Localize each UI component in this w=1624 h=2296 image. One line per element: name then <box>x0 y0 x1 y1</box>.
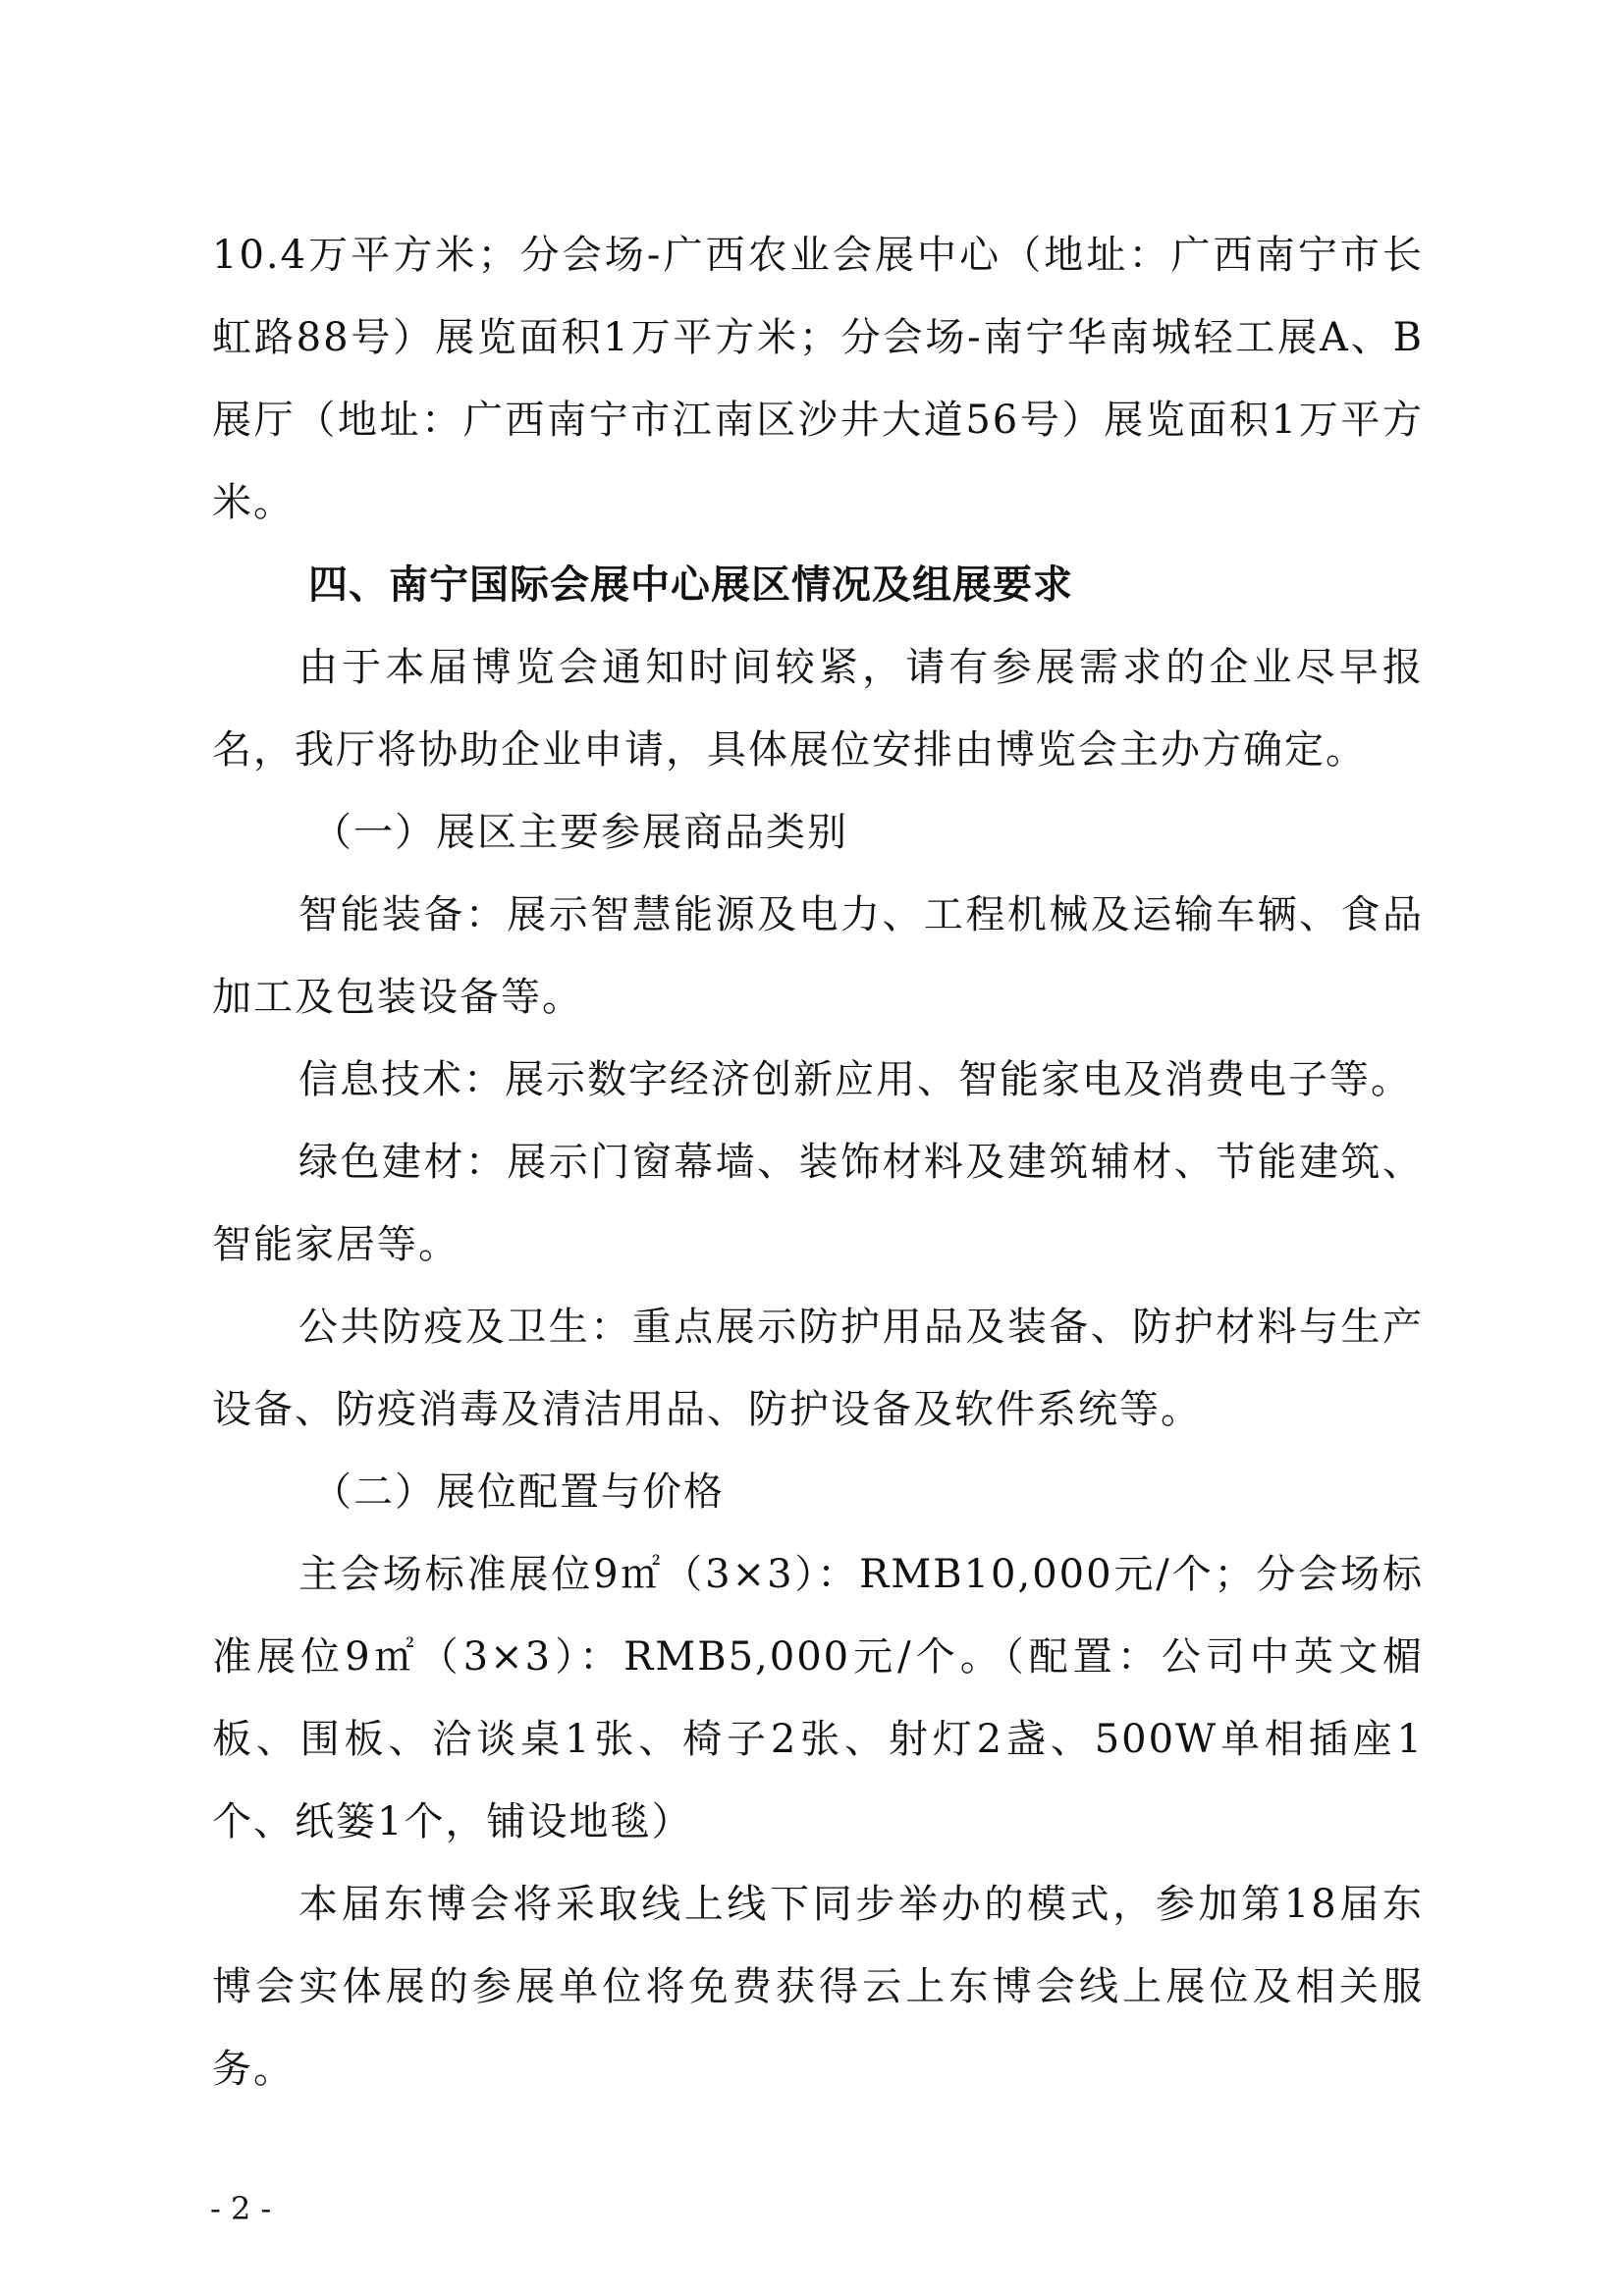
category-smart-equipment: 智能装备：展示智慧能源及电力、工程机械及运输车辆、食品加工及包装设备等。 <box>212 892 1424 1020</box>
section-4-heading: 四、南宁国际会展中心展区情况及组展要求 <box>308 562 1073 608</box>
online-mode-paragraph: 本届东博会将采取线上线下同步举办的模式，参加第18届东博会实体展的参展单位将免费获得云上东博会线上展位及相关服务。 <box>212 1882 1424 2092</box>
registration-paragraph: 由于本届博览会通知时间较紧，请有参展需求的企业尽早报名，我厅将协助企业申请，具体展位安排由博览会主办方确定。 <box>212 645 1424 773</box>
booth-price-paragraph: 主会场标准展位9㎡（3×3）：RMB10,000元/个；分会场标准展位9㎡（3×3）：RMB5,000元/个。（配置：公司中英文楣板、围板、洽谈桌1张、椅子2张、射灯2盏、500W单相插座1个、纸篓1个，铺设地毯） <box>212 1552 1424 1844</box>
venue-area-paragraph: 10.4万平方米；分会场-广西农业会展中心（地址：广西南宁市长虹路88号）展览面积1万平方米；分会场-南宁华南城轻工展A、B展厅（地址：广西南宁市江南区沙井大道56号）展览面积1万平方米。 <box>212 233 1424 525</box>
category-green-building-materials: 绿色建材：展示门窗幕墙、装饰材料及建筑辅材、节能建筑、智能家居等。 <box>212 1140 1424 1267</box>
category-information-technology: 信息技术：展示数字经济创新应用、智能家电及消费电子等。 <box>298 1057 1412 1102</box>
document-body <box>212 214 1424 2110</box>
page-number: - 2 - <box>210 2190 272 2227</box>
subsection-2-heading: （二）展位配置与价格 <box>312 1469 725 1515</box>
category-public-health: 公共防疫及卫生：重点展示防护用品及装备、防护材料与生产设备、防疫消毒及清洁用品、防护设备及软件系统等。 <box>212 1305 1424 1432</box>
subsection-1-heading: （一）展区主要参展商品类别 <box>312 810 848 855</box>
